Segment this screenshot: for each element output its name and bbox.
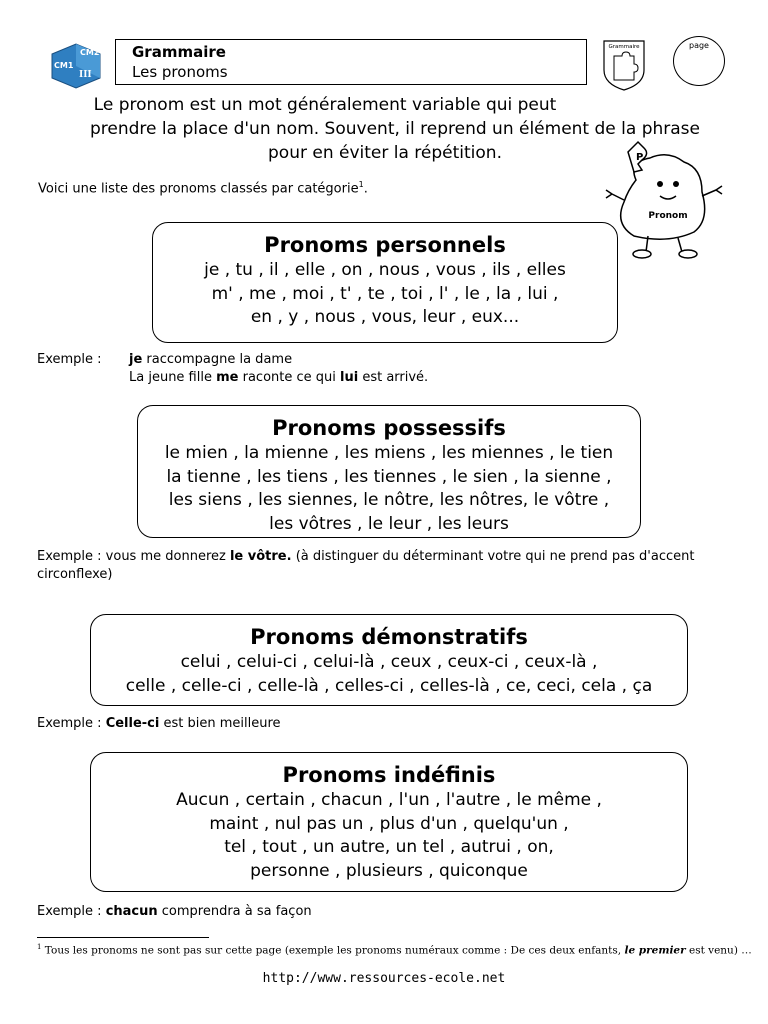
possessive-example — [37, 548, 737, 584]
personal-pronouns-title: Pronoms personnels — [264, 233, 506, 257]
possessive-pronouns-line: le mien , la mienne , les miens , les miennes , le tien — [164, 443, 614, 463]
puzzle-badge — [600, 38, 648, 92]
demonstrative-pronouns-box — [90, 614, 688, 706]
intro-line-1: Le pronom est un mot généralement variable qui peut — [93, 95, 557, 115]
example-text: est bien meilleure — [159, 716, 281, 731]
personal-example-label: Exemple : — [37, 352, 102, 367]
indefinite-pronouns-title: Pronoms indéfinis — [282, 763, 496, 787]
subject-title: Grammaire — [132, 43, 226, 61]
demonstrative-pronouns-line: celle , celle-ci , celle-là , celles-ci , celles-là , ce, ceci, cela , ça — [125, 675, 653, 696]
intro-line-3: pour en éviter la répétition. — [268, 143, 502, 163]
badge-label: Grammaire — [608, 44, 640, 50]
footnote-number: 1 — [37, 943, 42, 951]
footnote-ref[interactable]: 1 — [358, 180, 364, 189]
demonstrative-pronouns-title: Pronoms démonstratifs — [250, 625, 528, 649]
list-note-text: Voici une liste des pronoms classés par catégorie — [38, 181, 359, 197]
personal-pronouns-line: je , tu , il , elle , on , nous , vous , ils , elles — [204, 260, 566, 280]
example-text: La jeune fille — [129, 370, 217, 385]
mascot-letter: P — [636, 152, 644, 163]
example-highlight: je — [129, 352, 143, 367]
footnote-text: Tous les pronoms ne sont pas sur cette page (exemple les pronoms numéraux comme : De ces deux enfants, — [41, 944, 625, 957]
example-text: est arrivé. — [358, 370, 429, 385]
lesson-title: Les pronoms — [132, 63, 228, 81]
personal-example-line-1 — [129, 351, 292, 369]
demonstrative-pronouns-line: celui , celui-ci , celui-là , ceux , ceux-ci , ceux-là , — [180, 652, 598, 672]
example-text: (à distinguer du déterminant votre qui ne prend pas d'accent — [291, 549, 695, 564]
example-highlight: le vôtre. — [229, 549, 292, 564]
possessive-pronouns-box — [137, 405, 641, 538]
personal-pronouns-line: m' , me , moi , t' , te , toi , l' , le , la , lui , — [211, 283, 559, 304]
footnote — [37, 940, 752, 958]
example-text: comprendra à sa façon — [157, 904, 312, 919]
demonstrative-example — [37, 715, 281, 733]
personal-example-line-2 — [129, 369, 428, 387]
logo-cm1: CM1 — [54, 61, 74, 70]
example-text: raccompagne la dame — [142, 352, 293, 367]
logo-roman: III — [79, 70, 92, 80]
indefinite-example — [37, 903, 312, 921]
indefinite-pronouns-line: maint , nul pas un , plus d'un , quelqu'un , — [209, 813, 569, 834]
example-text: Exemple : — [37, 716, 106, 731]
example-highlight: Celle-ci — [105, 716, 160, 731]
list-note — [38, 180, 368, 196]
example-text: raconte ce qui — [238, 370, 341, 385]
mascot-label: Pronom — [648, 211, 688, 221]
example-text: Exemple : vous me donnerez — [37, 549, 230, 564]
indefinite-pronouns-line: personne , plusieurs , quiconque — [250, 860, 528, 881]
personal-pronouns-line: en , y , nous , vous, leur , eux... — [250, 307, 520, 327]
title-box — [115, 39, 587, 85]
example-text: circonflexe) — [37, 567, 113, 582]
source-url-link[interactable]: http://www.ressources-ecole.net — [262, 971, 506, 986]
level-logo — [46, 40, 102, 90]
possessive-pronouns-line: les vôtres , le leur , les leurs — [269, 513, 509, 534]
intro-line-2: prendre la place d'un nom. Souvent, il reprend un élément de la phrase — [90, 119, 700, 139]
pronom-mascot-illustration — [598, 140, 738, 270]
indefinite-pronouns-line: Aucun , certain , chacun , l'un , l'autre , le même , — [176, 790, 602, 810]
example-highlight: me — [216, 370, 239, 385]
page-label: page — [689, 41, 709, 50]
indefinite-pronouns-box — [90, 752, 688, 892]
footnote-separator — [37, 937, 209, 938]
footnote-emphasis: le premier — [624, 944, 686, 957]
list-note-end: . — [363, 181, 368, 197]
possessive-pronouns-title: Pronoms possessifs — [272, 416, 506, 440]
page-number-circle — [673, 36, 725, 86]
possessive-pronouns-line: la tienne , les tiens , les tiennes , le sien , la sienne , — [166, 466, 612, 487]
example-highlight: lui — [340, 370, 359, 385]
personal-pronouns-box — [152, 222, 618, 343]
example-highlight: chacun — [105, 904, 158, 919]
footnote-text: est venu) … — [685, 944, 752, 957]
possessive-pronouns-line: les siens , les siennes, le nôtre, les nôtres, le vôtre , — [168, 490, 610, 510]
indefinite-pronouns-line: tel , tout , un autre, un tel , autrui , on, — [224, 837, 554, 857]
example-text: Exemple : — [37, 904, 106, 919]
logo-cm2: CM2 — [80, 48, 100, 57]
